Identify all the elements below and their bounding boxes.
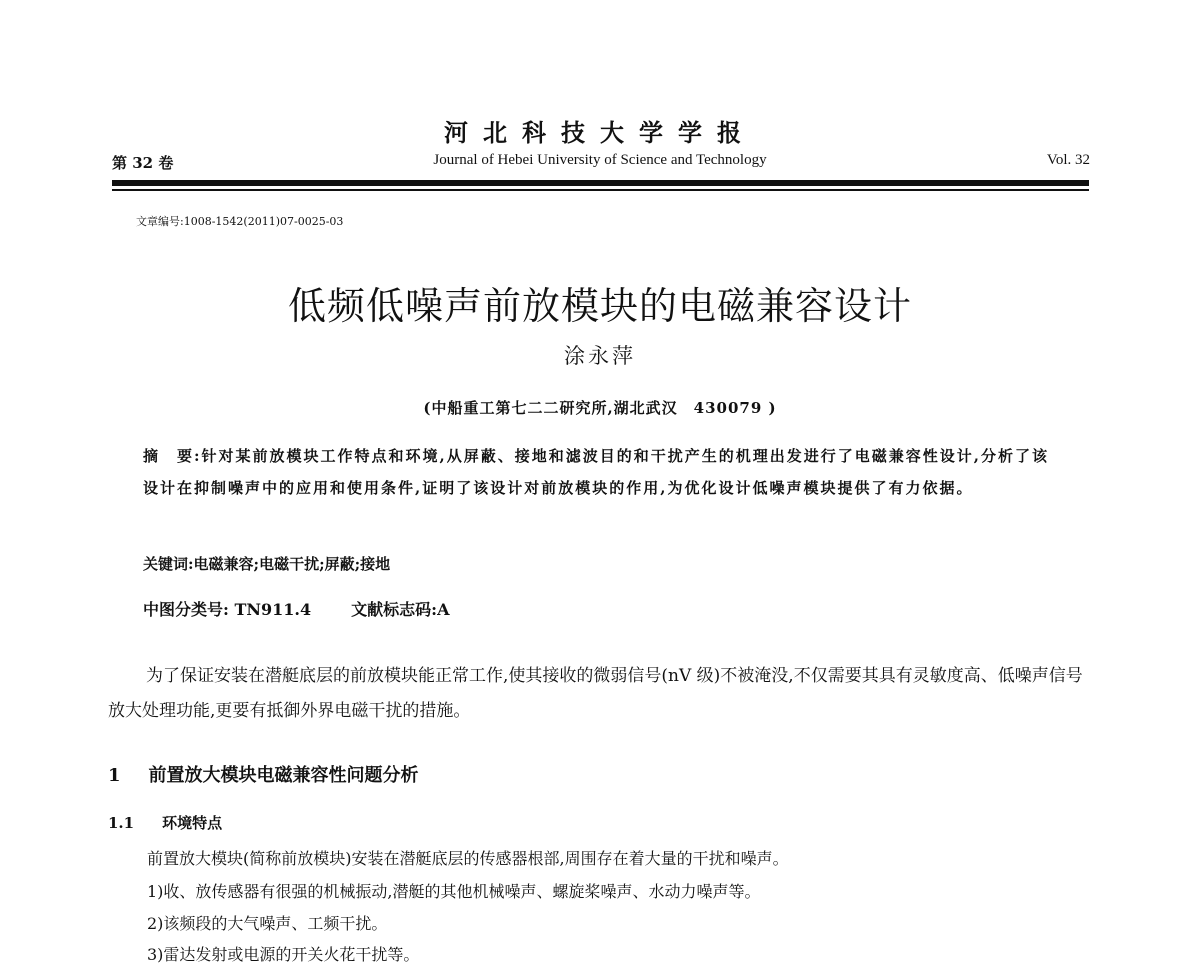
clc-label: 中图分类号: [143, 600, 229, 619]
header-rule-thick [112, 180, 1089, 186]
keywords [143, 553, 390, 574]
section-1-1-line: 3)雷达发射或电源的开关火花干扰等。 [147, 945, 420, 964]
keywords-label: 关键词: [143, 555, 194, 573]
volume-en: Vol. 32 [1046, 152, 1090, 168]
volume-cn: 第 32 卷 [112, 154, 174, 172]
intro-paragraph: 为了保证安装在潜艇底层的前放模块能正常工作,使其接收的微弱信号(nV 级)不被淹没,不仅需要其具有灵敏度高、低噪声信号放大处理功能,更要有抵御外界电磁干扰的措施。 [108, 666, 1083, 721]
section-1-number: 1 [108, 765, 121, 786]
journal-title-en: Journal of Hebei University of Science and Technology [433, 152, 767, 168]
abstract-text: 针对某前放模块工作特点和环境,从屏蔽、接地和滤波目的和干扰产生的机理出发进行了电磁兼容性设计,分析了该设计在抑制噪声中的应用和使用条件,证明了该设计对前放模块的作用,为优化设计低噪声模块提供了有力依据。 [143, 447, 1049, 497]
section-1-heading [108, 761, 419, 787]
doc-code-label: 文献标志码: [351, 600, 438, 619]
clc-value: TN911.4 [234, 600, 312, 619]
affiliation: (中船重工第七二二研究所,湖北武汉 430079 ) [423, 399, 777, 417]
classification [143, 597, 449, 620]
section-1-1-line: 1)收、放传感器有很强的机械振动,潜艇的其他机械噪声、螺旋桨噪声、水动力噪声等。 [147, 882, 761, 901]
section-1-1-line: 前置放大模块(简称前放模块)安装在潜艇底层的传感器根部,周围存在着大量的干扰和噪声。 [147, 849, 789, 868]
section-1-1-number: 1.1 [108, 814, 135, 832]
journal-title-cn: 河北科技大学学报 [444, 118, 756, 147]
keywords-text: 电磁兼容;电磁干扰;屏蔽;接地 [193, 555, 391, 573]
header-rule-thin [112, 189, 1089, 191]
doc-code-value: A [437, 600, 450, 619]
author-name: 涂永萍 [564, 344, 636, 368]
article-number: 文章编号:1008-1542(2011)07-0025-03 [136, 215, 344, 228]
section-1-title: 前置放大模块电磁兼容性问题分析 [148, 765, 419, 786]
section-1-1-title: 环境特点 [162, 814, 223, 832]
section-1-1-heading [108, 812, 222, 833]
abstract-label: 摘 要: [143, 447, 202, 465]
paper-title: 低频低噪声前放模块的电磁兼容设计 [287, 284, 912, 328]
abstract [143, 440, 1053, 504]
section-1-1-line: 2)该频段的大气噪声、工频干扰。 [147, 914, 388, 933]
